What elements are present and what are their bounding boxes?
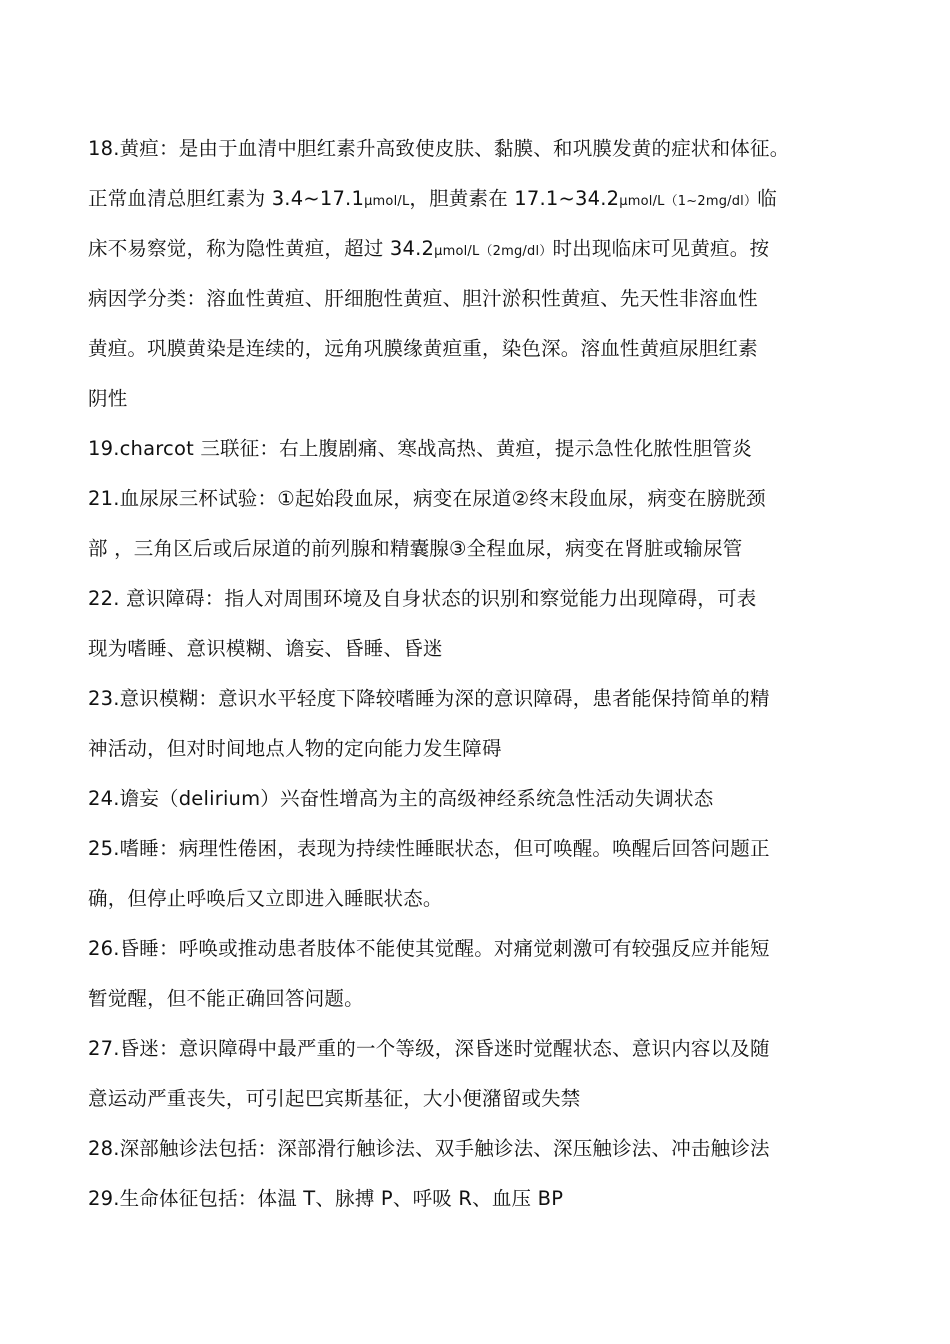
line-text: 25.嗜睡：病理性倦困，表现为持续性睡眠状态，但可唤醒。唤醒后回答问题正 — [88, 837, 770, 860]
line-text: 现为嗜睡、意识模糊、谵妄、昏睡、昏迷 — [88, 637, 443, 660]
text-line — [88, 474, 878, 524]
text-line — [88, 824, 878, 874]
line-text: 黄疸。巩膜黄染是连续的，远角巩膜缘黄疸重，染色深。溶血性黄疸尿胆红素 — [88, 337, 758, 360]
line-text: 正常血清总胆红素为 3.4~17.1 — [88, 187, 365, 210]
text-line — [88, 524, 878, 574]
text-line — [88, 324, 878, 374]
line-text: 22. 意识障碍：指人对周围环境及自身状态的识别和察觉能力出现障碍，可表 — [88, 587, 757, 610]
line-text: 24.谵妄（delirium）兴奋性增高为主的高级神经系统急性活动失调状态 — [88, 787, 714, 810]
text-line — [88, 974, 878, 1024]
line-text: 23.意识模糊：意识水平轻度下降较嗜睡为深的意识障碍，患者能保持简单的精 — [88, 687, 770, 710]
text-line — [88, 624, 878, 674]
line-text: 28.深部触诊法包括：深部滑行触诊法、双手触诊法、深压触诊法、冲击触诊法 — [88, 1137, 770, 1160]
text-line — [88, 924, 878, 974]
text-line — [88, 224, 878, 274]
text-line — [88, 424, 878, 474]
line-text: 病因学分类：溶血性黄疸、肝细胞性黄疸、胆汁淤积性黄疸、先天性非溶血性 — [88, 287, 758, 310]
text-line — [88, 274, 878, 324]
line-text: 临 — [757, 187, 777, 210]
text-line — [88, 724, 878, 774]
line-text: ，胆黄素在 17.1~34.2 — [409, 187, 620, 210]
text-line — [88, 774, 878, 824]
line-text: 确，但停止呼唤后又立即进入睡眠状态。 — [88, 887, 443, 910]
unit-text: μmol/L — [364, 194, 410, 209]
line-text: 时出现临床可见黄疸。按 — [552, 237, 770, 260]
unit-text: μmol/L（2mg/dl） — [434, 244, 553, 259]
line-text: 暂觉醒，但不能正确回答问题。 — [88, 987, 364, 1010]
line-text: 床不易察觉，称为隐性黄疸，超过 34.2 — [88, 237, 435, 260]
line-text: 18.黄疸：是由于血清中胆红素升高致使皮肤、黏膜、和巩膜发黄的症状和体征。 — [88, 137, 790, 160]
line-text: 意运动严重丧失，可引起巴宾斯基征，大小便潴留或失禁 — [88, 1087, 581, 1110]
line-text: 26.昏睡：呼唤或推动患者肢体不能使其觉醒。对痛觉刺激可有较强反应并能短 — [88, 937, 770, 960]
text-line — [88, 374, 878, 424]
text-line — [88, 1174, 878, 1224]
line-text: 神活动，但对时间地点人物的定向能力发生障碍 — [88, 737, 502, 760]
line-text: 27.昏迷：意识障碍中最严重的一个等级，深昏迷时觉醒状态、意识内容以及随 — [88, 1037, 770, 1060]
text-line — [88, 1124, 878, 1174]
text-line — [88, 574, 878, 624]
text-line — [88, 874, 878, 924]
line-text: 阴性 — [88, 387, 128, 410]
text-line — [88, 174, 878, 224]
text-line — [88, 674, 878, 724]
line-text: 19.charcot 三联征：右上腹剧痛、寒战高热、黄疸，提示急性化脓性胆管炎 — [88, 437, 752, 460]
line-text: 29.生命体征包括：体温 T、脉搏 P、呼吸 R、血压 BP — [88, 1187, 564, 1210]
text-line — [88, 124, 878, 174]
line-text: 21.血尿尿三杯试验：①起始段血尿，病变在尿道②终末段血尿，病变在膀胱颈 — [88, 487, 766, 510]
text-line — [88, 1024, 878, 1074]
unit-text: μmol/L（1~2mg/dl） — [619, 194, 758, 209]
document-body — [88, 124, 878, 1224]
line-text: 部 ，三角区后或后尿道的前列腺和精囊腺③全程血尿，病变在肾脏或输尿管 — [88, 537, 743, 560]
text-line — [88, 1074, 878, 1124]
